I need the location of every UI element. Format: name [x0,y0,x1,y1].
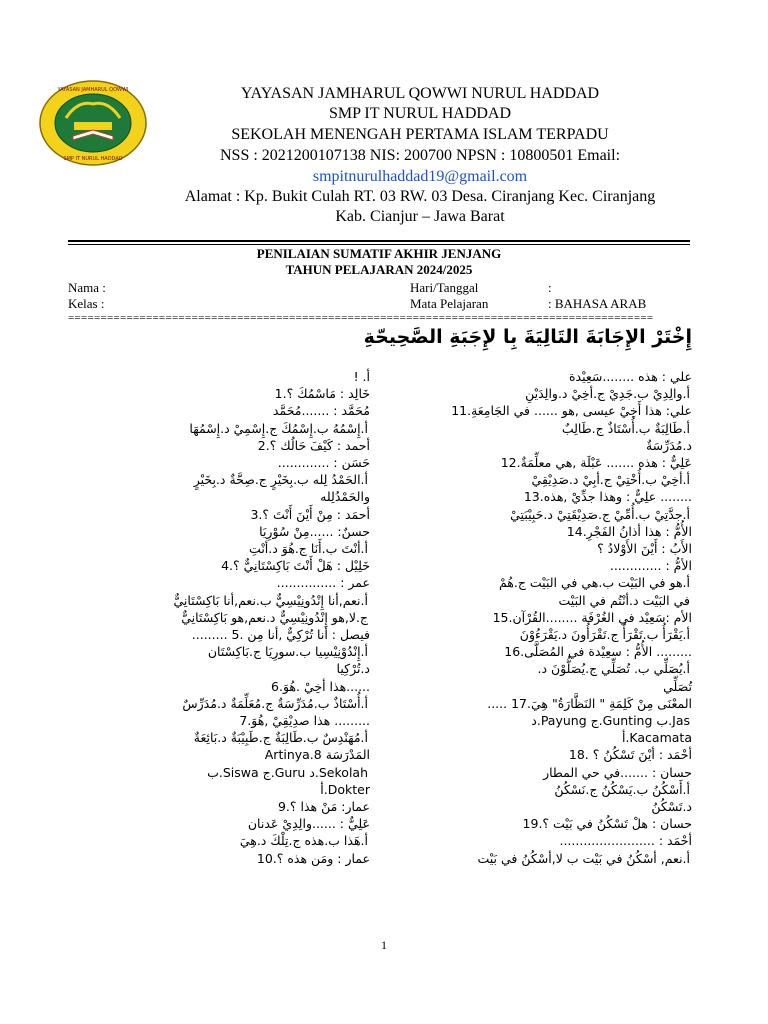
question-19: حسان : هلْ تَسْكُنُ في بَيْت ؟.19 [522,816,692,832]
list-item: حَسَن : ............. [277,455,370,471]
list-item: عَلِيٌّ : ......والِدِيْ عَدنان [247,816,370,832]
options-1: أ.إِسْمُهُ ب.إِسْمُكَ ج.إِسْمِيْ د.إِسْمُهَا [189,420,368,436]
separator-line: ========================================================================================== [68,312,654,324]
header-divider-thin [68,244,690,245]
options-10: أ.والِدِيْ ب.جَدِيْ ج.أخِيْ د.والِدَيْنِ [525,386,690,402]
list-item: Kacamata.أ [621,730,692,746]
school-type: SEKOLAH MENENGAH PERTAMA ISLAM TERPADU [231,126,609,143]
question-12: عَلِيٌّ : هذه ....... عَبْلَة ,هي معلِّمَةٌ.12 [500,455,692,471]
list-item: والحَمْدُلِله [320,489,370,505]
list-item: د.مُدَرِّسَةٌ [645,437,692,453]
school-email[interactable]: smpitnurulhaddad19@gmail.com [312,168,528,185]
options-14b: في البَيْت د.أنْتُم في البَيْت [558,592,690,608]
list-item: د.تَسْكُنُ [651,799,692,815]
foundation-name: YAYASAN JAMHARUL QOWWI NURUL HADDAD [240,85,600,102]
question-6: ......هذا أخِيْ .هُوَ.6 [271,678,370,694]
date-field-value: : [548,280,552,295]
question-4: خَلِيْل : هَلْ أَنْتَ بَاكِسْتَانِيٌّ ؟.4 [221,558,370,574]
question-3: أحمَد : مِنْ أَيْنَ أَنْتَ ؟.3 [250,506,370,522]
list-item: الأَبُ : أَيْنَ الأَوْلادُ ؟ [597,541,692,557]
question-9: عمار: مَنْ هذا ؟.9 [277,799,370,815]
options-5: أ.إِنْدُوْنِيْسِيا ب.سورِيَا ج.بَاكِسْتَان [207,644,368,660]
logo-bottom-text: SMP IT NURUL HADDAD [63,156,123,162]
question-16: ......... الأُمُّ : سعِيْدة في المُصَلَّى.16 [504,644,692,660]
options-15: أ.يَقْرَأُ ب.تَقْرَأُ ج.تَقْرَأُونَ د.يَقْرَءُوْنَ [519,627,690,643]
question-14: الأُمُّ : هذا أذانُ الفَجْرِ.14 [566,523,692,539]
options-2: أ.الحَمْدُ لِله ب.بِخَيْرٍ ج.صِحَّةٌ د.بِخَيْرٍ [193,472,368,488]
header-divider [68,240,690,242]
list-item: مُحَمَّد : .......مُحَمَّد [272,403,370,419]
instruction: إِخْتَرْ الإِجَابَةَ التَالِيَةَ بِا لإِجَبَةِ الصَّحِيحّةِ [363,326,692,348]
date-field-label: Hari/Tanggal [410,280,479,295]
class-field-label: Kelas : [68,296,105,311]
question-2: أحمد : كَيْفَ حَالُك ؟.2 [257,437,370,453]
options-3: أ.أنْتَ ب.أَنَا ج.هُوَ د.أنْتِ [249,541,368,557]
options-6: أ.أُسْتَاذٌ ب.مُدَرِّسَةٌ ج.مُعَلِّمَةٌ د.مُدَرِّسٌ [182,695,368,711]
options-18: أ.أَسْكُنُ ب.يَسْكُنُ ج.نَسْكُنُ [554,781,690,797]
list-item: علي : هذه ........سَعِيْدة [568,369,692,384]
options-7: أ.مُهَنْدِسٌ ب.طَالِبَةٌ ج.طَبِيْبَةٌ د.بَائِعَةٌ [193,730,368,746]
question-10: عمار : ومَن هذه ؟.10 [256,850,370,866]
question-8: المَدْرَسَة Artinya.8 [264,747,370,763]
options-4b: ج.لا,هو إِنْدُونِيْسِيٌّ د.نعم,هو بَاكِسْتَانِيٌّ [181,609,368,625]
question-7: ......... هذا صدِيْقِيْ ,هُوَ.7 [239,713,370,729]
exam-year: TAHUN PELAJARAN 2024/2025 [285,262,473,277]
options-11: أ.طَالِبَةٌ ب.أُسْتَاذٌ ج.طَالِبٌ [561,420,690,436]
logo-top-text: YAYASAN JAMHARUL QOWWI [57,87,129,93]
subject-field-label: Mata Pelajaran [410,296,489,311]
list-item: حسان : .......في حي المطار [543,764,692,780]
questions-left-column [70,368,370,867]
question-15: الأم :سَعِيْد في الغُرْفَة ........القُرْآن.15 [492,609,692,625]
list-item: تُصَلِّي [663,678,692,694]
subject-field-value: : BAHASA ARAB [548,296,647,311]
questions-right-column [392,368,692,867]
options-13: أ.جدَّتِيْ ب.أُمِّيْ ج.صَدِيْقَتِيْ د.حَبِيْبَتِيْ [510,506,690,522]
name-field-label: Nama : [68,280,106,295]
options-9: أ.هَذا ب.هذه ج.تِلْكَ د.هِيَ [239,833,368,849]
list-item: Dokter.أ [320,781,370,797]
question-13: ........ علِيٌّ : وهذا جدِّيْ ,هذه.13 [523,489,692,505]
school-ids: NSS : 2021200107138 NIS: 200700 NPSN : 10800501 Email: [219,147,621,164]
options-8: Sekolah.د Guru.ج Siswa.ب [207,764,368,780]
list-item: عمر : ............... [276,575,370,591]
options-12: أ.أخِيْ ب.أُخْتِيْ ج.أبِيْ د.صَدِيْقِيْ [531,472,690,488]
question-5: فيصل : أنا تُرْكِيٌّ ,أنا مِن .5 ......... [191,627,370,643]
school-address: Alamat : Kp. Bukit Culah RT. 03 RW. 03 Desa. Ciranjang Kec. Ciranjang [184,188,656,205]
options-16: أ.يُصَلِّي ب. تُصَلِّي ج.يُصَلُّوْنَ د. [537,661,690,677]
options-14a: أ.هو في البَيْت ب.هي في البَيْت ج.هُمْ [498,575,690,591]
list-item: أحْمَد : ........................ [559,833,692,849]
question-11: علي: هذا أَخِيْ عيسى ,هو ...... في الجَامِعَةِ.11 [451,403,692,419]
school-name: SMP IT NURUL HADDAD [328,105,512,122]
options-4a: أ.نعم,أنا إِنْدُونِيْسِيٌّ ب.نعم,أنا بَاكِسْتَانِيٌّ [173,592,368,608]
list-item: د.تُرْكِيا [336,661,370,677]
page-number: 1 [381,938,387,952]
question-18: أحْمَد : أيْنَ تَسْكُنُ ؟ .18 [568,747,692,763]
options-19: أ.نعم, أسْكُنُ في بَيْت ب لا,أسْكُنُ في بَيْت [477,850,690,866]
list-item: أ. ! [353,369,370,384]
list-item: الأمُّ : ............. [609,558,692,574]
list-item: حسنٌ: ......مِنْ سُوْرِيَا [259,523,370,539]
options-17: Jas.ب Gunting.ج Payung.د [531,713,690,729]
school-logo [38,78,148,168]
school-region: Kab. Cianjur – Jawa Barat [335,208,505,225]
question-17: المعْنَى مِنْ كَلِمَةِ " النَظَّارَةُ" هِيَ.17 ..... [487,695,692,711]
exam-title: PENILAIAN SUMATIF AKHIR JENJANG [256,246,502,261]
question-1: خَالِد : مَاسْمُكَ ؟.1 [274,386,370,402]
